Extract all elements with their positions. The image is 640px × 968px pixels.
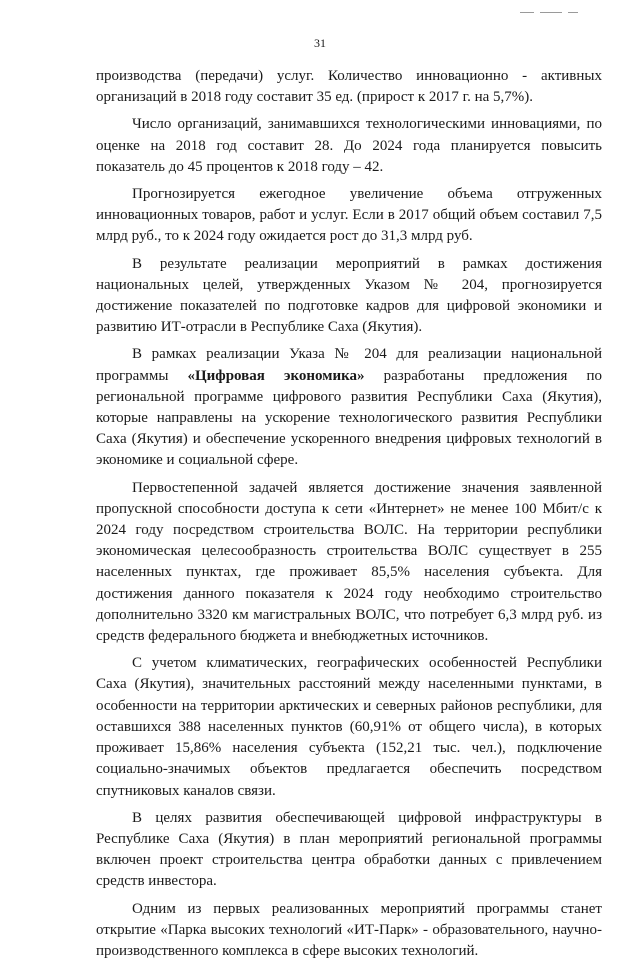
scan-artifact [540, 12, 562, 13]
paragraph: В целях развития обеспечивающей цифровой инфраструктуры в Республике Саха (Якутия) в план мероприятий региональной программы включен проект строительства центра обработки данных с привлечением средств инвестора. [96, 809, 602, 890]
scan-artifact [568, 12, 578, 13]
paragraph: Первостепенной задачей является достижение значения заявленной пропускной способности доступа к сети «Интернет» не менее 100 Мбит/с к 2024 году посредством строительства ВОЛС. На территории республики экономическая целесообразность строительства ВОЛС существует в 255 населенных пунктах, где проживает 85,5% населения субъекта. Для достижения данного показателя к 2024 году необходимо строительство дополнительно 3320 км магистральных ВОЛС, что потребует 6,3 млрд руб. из средств федерального бюджета и внебюджетных источников. [96, 479, 602, 645]
paragraph: производства (передачи) услуг. Количество инновационно - активных организаций в 2018 году составит 35 ед. (прирост к 2017 г. на 5,7%). [96, 68, 602, 106]
paragraph-text: В рамках реализации Указа № 204 для реализации национальной программы [96, 346, 602, 384]
page-number: 31 [314, 36, 326, 50]
body-text [96, 66, 602, 968]
program-name-bold: «Цифровая экономика» [187, 367, 365, 384]
scan-artifact [520, 12, 534, 13]
paragraph: В результате реализации мероприятий в рамках достижения национальных целей, утвержденных Указом № 204, прогнозируется достижение показателей по подготовке кадров для цифровой экономики и развитию ИТ-отрасли в Республике Саха (Якутия). [96, 255, 602, 336]
paragraph: Число организаций, занимавшихся технологическими инновациями, по оценке на 2018 год составит 28. До 2024 года планируется повысить показатель до 45 процентов к 2018 году – 42. [96, 116, 602, 175]
paragraph [96, 344, 602, 471]
paragraph: С учетом климатических, географических особенностей Республики Саха (Якутия), значительных расстояний между населенными пунктами, в особенности на территории арктических и северных районов республики, для оставшихся 388 населенных пунктов (60,91% от общего числа), в которых проживает 15,86% населения субъекта (152,21 тыс. чел.), подключение социально-значимых объектов предлагается обеспечить посредством спутниковых каналов связи. [96, 655, 602, 799]
paragraph: Одним из первых реализованных мероприятий программы станет открытие «Парка высоких технологий «ИТ-Парк» - образовательного, научно-производственного комплекса в сфере высоких технологий. [96, 900, 602, 959]
paragraph: Прогнозируется ежегодное увеличение объема отгруженных инновационных товаров, работ и услуг. Если в 2017 общий объем составил 7,5 млрд руб., то к 2024 году ожидается рост до 31,3 млрд руб. [96, 186, 602, 245]
paragraph-text: разработаны предложения по региональной программе цифрового развития Республики Саха (Якутия), которые направлены на ускорение технологического развития Республики Саха (Якутия) и обеспечение ускоренного внедрения цифровых технологий в экономике и социальной сфере. [96, 367, 603, 469]
